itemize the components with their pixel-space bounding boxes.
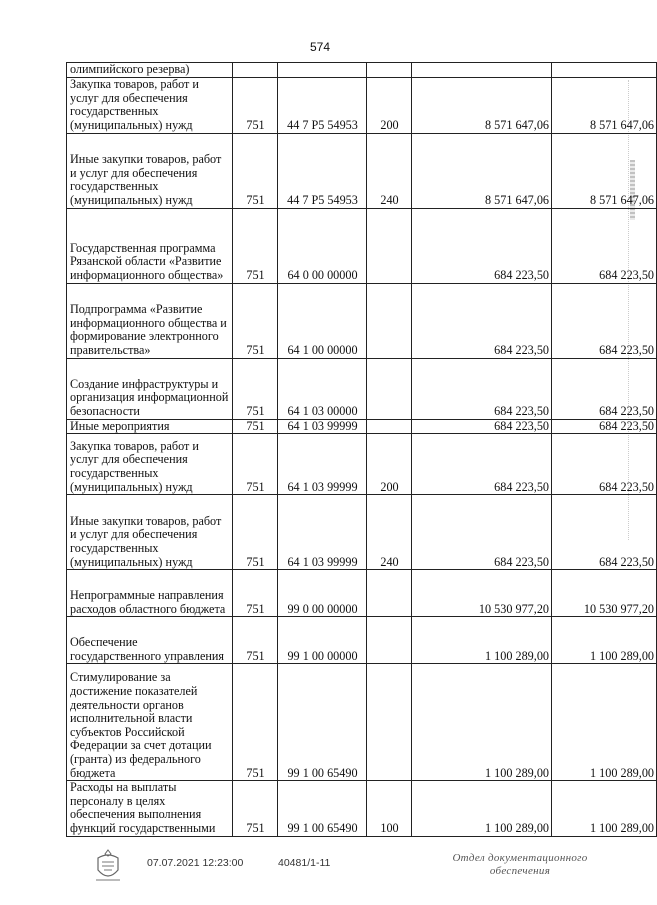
row-name-cell: Стимулирование за достижение показателей деятельности органов исполнительной власти субъектов Российской Федерации за счет дотации (гранта) из федерального бюджета [67, 664, 233, 781]
target-article-cell: 44 7 P5 54953 [278, 77, 367, 133]
ministry-code-cell: 751 [233, 208, 278, 283]
amount-cell: 8 571 647,06 [412, 77, 552, 133]
row-name-cell: Обеспечение государственного управления [67, 617, 233, 664]
target-article-cell: 64 1 03 99999 [278, 434, 367, 495]
table-row [67, 283, 657, 358]
amount-cell: 8 571 647,06 [552, 77, 657, 133]
amount-cell: 684 223,50 [412, 208, 552, 283]
amount-cell [552, 63, 657, 78]
ministry-code-cell: 751 [233, 133, 278, 208]
ministry-code-cell: 751 [233, 664, 278, 781]
table-row [67, 495, 657, 570]
row-name-cell: Иные мероприятия [67, 419, 233, 434]
ministry-code-cell: 751 [233, 617, 278, 664]
expense-type-cell [367, 664, 412, 781]
expense-type-cell: 240 [367, 495, 412, 570]
ministry-code-cell: 751 [233, 283, 278, 358]
table-row [67, 419, 657, 434]
amount-cell: 1 100 289,00 [412, 617, 552, 664]
amount-cell: 684 223,50 [412, 358, 552, 419]
target-article-cell: 99 1 00 00000 [278, 617, 367, 664]
expense-type-cell [367, 570, 412, 617]
amount-cell: 684 223,50 [412, 419, 552, 434]
target-article-cell: 64 1 00 00000 [278, 283, 367, 358]
expense-type-cell [367, 419, 412, 434]
budget-table [66, 62, 657, 837]
footer-timestamp: 07.07.2021 12:23:00 [147, 857, 244, 869]
row-name-cell: Закупка товаров, работ и услуг для обеспечения государственных (муниципальных) нужд [67, 434, 233, 495]
amount-cell: 1 100 289,00 [552, 664, 657, 781]
department-stamp [440, 852, 600, 878]
row-name-cell: Закупка товаров, работ и услуг для обеспечения государственных (муниципальных) нужд [67, 77, 233, 133]
amount-cell: 10 530 977,20 [552, 570, 657, 617]
row-name-cell: Непрограммные направления расходов областного бюджета [67, 570, 233, 617]
expense-type-cell [367, 208, 412, 283]
expense-type-cell [367, 358, 412, 419]
amount-cell: 1 100 289,00 [412, 781, 552, 836]
amount-cell: 8 571 647,06 [412, 133, 552, 208]
amount-cell: 684 223,50 [552, 283, 657, 358]
amount-cell: 684 223,50 [412, 283, 552, 358]
table-row [67, 133, 657, 208]
expense-type-cell [367, 63, 412, 78]
row-name-cell: Иные закупки товаров, работ и услуг для обеспечения государственных (муниципальных) нужд [67, 495, 233, 570]
page-number: 574 [309, 40, 331, 54]
coat-of-arms-icon [92, 848, 124, 884]
ministry-code-cell: 751 [233, 570, 278, 617]
table-row [67, 781, 657, 836]
row-name-cell: Создание инфраструктуры и организация информационной безопасности [67, 358, 233, 419]
table-row [67, 77, 657, 133]
row-name-cell: Государственная программа Рязанской области «Развитие информационного общества» [67, 208, 233, 283]
amount-cell: 10 530 977,20 [412, 570, 552, 617]
amount-cell: 1 100 289,00 [552, 781, 657, 836]
table-row [67, 208, 657, 283]
table-row [67, 617, 657, 664]
expense-type-cell: 200 [367, 434, 412, 495]
ministry-code-cell: 751 [233, 77, 278, 133]
expense-type-cell: 200 [367, 77, 412, 133]
amount-cell: 684 223,50 [552, 495, 657, 570]
ministry-code-cell: 751 [233, 419, 278, 434]
amount-cell: 684 223,50 [552, 419, 657, 434]
row-name-cell: Подпрограмма «Развитие информационного общества и формирование электронного правительства» [67, 283, 233, 358]
target-article-cell: 99 1 00 65490 [278, 664, 367, 781]
row-name-cell: Иные закупки товаров, работ и услуг для обеспечения государственных (муниципальных) нужд [67, 133, 233, 208]
ministry-code-cell: 751 [233, 434, 278, 495]
table-row [67, 570, 657, 617]
amount-cell: 8 571 647,06 [552, 133, 657, 208]
ministry-code-cell: 751 [233, 358, 278, 419]
target-article-cell: 99 0 00 00000 [278, 570, 367, 617]
amount-cell: 1 100 289,00 [412, 664, 552, 781]
table-row [67, 434, 657, 495]
amount-cell: 684 223,50 [552, 434, 657, 495]
ministry-code-cell [233, 63, 278, 78]
stamp-line: обеспечения [489, 865, 551, 877]
table-row [67, 63, 657, 78]
footer-doc-number: 40481/1-11 [278, 857, 331, 869]
expense-type-cell: 240 [367, 133, 412, 208]
row-name-cell: олимпийского резерва) [67, 63, 233, 78]
amount-cell: 684 223,50 [552, 358, 657, 419]
amount-cell: 684 223,50 [552, 208, 657, 283]
row-name-cell: Расходы на выплаты персоналу в целях обеспечения выполнения функций государственными [67, 781, 233, 836]
target-article-cell: 64 1 03 00000 [278, 358, 367, 419]
target-article-cell: 44 7 P5 54953 [278, 133, 367, 208]
expense-type-cell [367, 283, 412, 358]
table-row [67, 358, 657, 419]
target-article-cell [278, 63, 367, 78]
ministry-code-cell: 751 [233, 781, 278, 836]
stamp-line: Отдел документационного [452, 852, 588, 864]
amount-cell: 684 223,50 [412, 495, 552, 570]
target-article-cell: 64 1 03 99999 [278, 419, 367, 434]
amount-cell [412, 63, 552, 78]
table-row [67, 664, 657, 781]
target-article-cell: 64 1 03 99999 [278, 495, 367, 570]
expense-type-cell: 100 [367, 781, 412, 836]
amount-cell: 684 223,50 [412, 434, 552, 495]
amount-cell: 1 100 289,00 [552, 617, 657, 664]
expense-type-cell [367, 617, 412, 664]
ministry-code-cell: 751 [233, 495, 278, 570]
target-article-cell: 99 1 00 65490 [278, 781, 367, 836]
target-article-cell: 64 0 00 00000 [278, 208, 367, 283]
